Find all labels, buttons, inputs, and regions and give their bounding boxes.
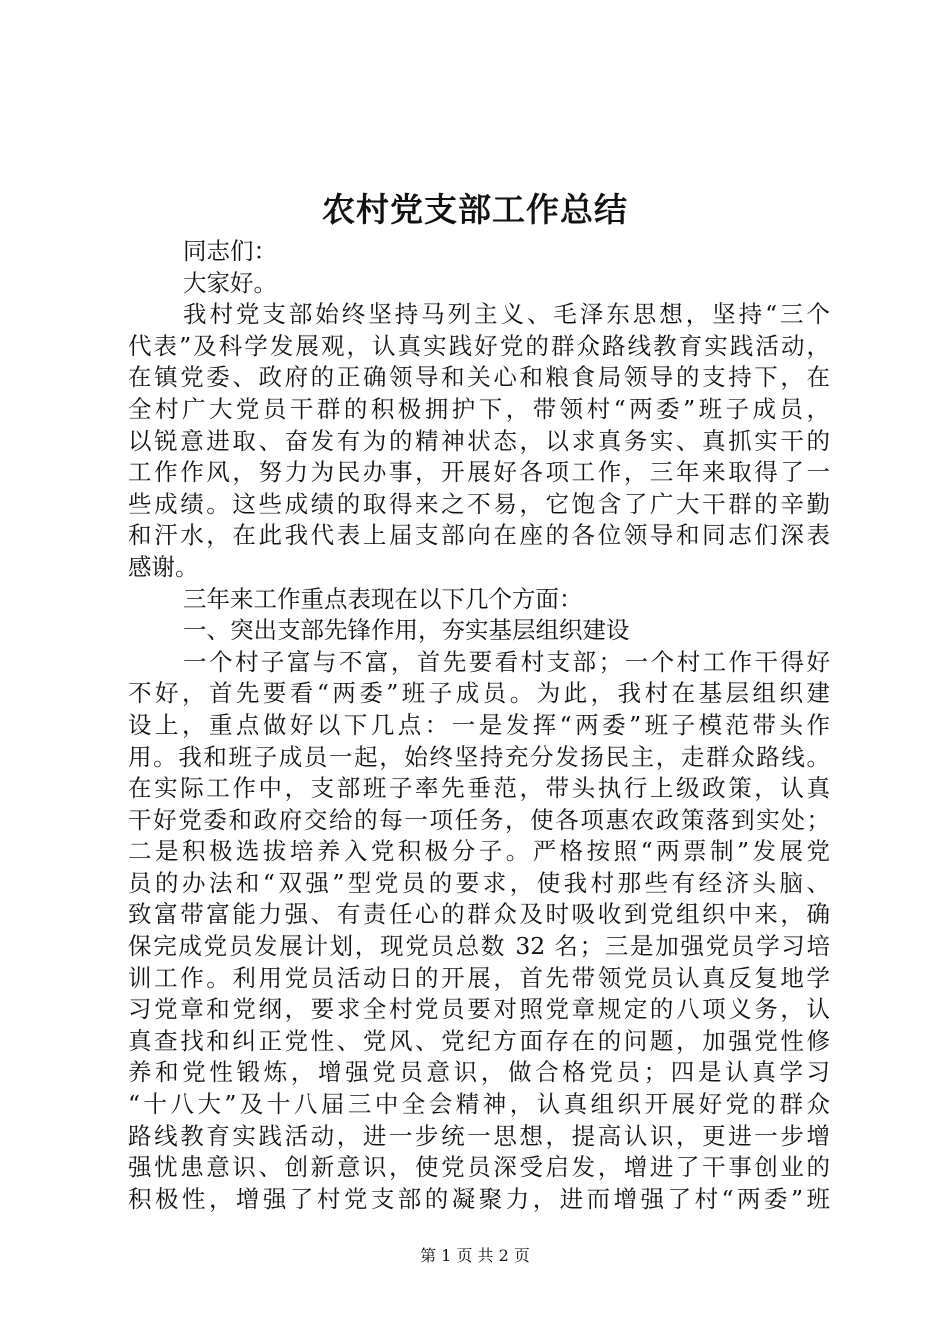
text-line: 在实际工作中，支部班子率先垂范，带头执行上级政策，认真 bbox=[128, 774, 830, 803]
text-line: 致富带富能力强、有责任心的群众及时吸收到党组织中来，确 bbox=[128, 900, 830, 929]
text-line: 同志们： bbox=[183, 237, 277, 265]
text-line: 在镇党委、政府的正确领导和关心和粮食局领导的支持下，在 bbox=[128, 363, 830, 392]
text-line: 设上，重点做好以下几点：一是发挥“两委”班子模范带头作 bbox=[128, 710, 830, 739]
text-line: 员的办法和“双强”型党员的要求，使我村那些有经济头脑、 bbox=[128, 868, 830, 897]
document-body bbox=[128, 236, 830, 1215]
text-line: 和汗水，在此我代表上届支部向在座的各位领导和同志们深表 bbox=[128, 521, 830, 550]
document-title: 农村党支部工作总结 bbox=[322, 190, 628, 229]
text-line: 二是积极选拔培养入党积极分子。严格按照“两票制”发展党 bbox=[128, 837, 830, 866]
text-line: 全村广大党员干群的积极拥护下，带领村“两委”班子成员， bbox=[128, 394, 830, 423]
text-line: 积极性，增强了村党支部的凝聚力，进而增强了村“两委”班 bbox=[128, 1184, 830, 1213]
text-line: 训工作。利用党员活动日的开展，首先带领党员认真反复地学 bbox=[128, 963, 830, 992]
text-line: 感谢。 bbox=[128, 552, 199, 581]
text-line: “十八大”及十八届三中全会精神，认真组织开展好党的群众 bbox=[128, 1090, 830, 1119]
text-line: 以锐意进取、奋发有为的精神状态，以求真务实、真抓实干的 bbox=[128, 426, 830, 455]
text-line: 大家好。 bbox=[183, 268, 277, 297]
text-line: 些成绩。这些成绩的取得来之不易，它饱含了广大干群的辛勤 bbox=[128, 489, 830, 518]
text-line: 干好党委和政府交给的每一项任务，使各项惠农政策落到实处； bbox=[128, 805, 830, 834]
text-line: 不好，首先要看“两委”班子成员。为此，我村在基层组织建 bbox=[128, 679, 830, 708]
text-line: 强忧患意识、创新意识，使党员深受启发，增进了干事创业的 bbox=[128, 1153, 830, 1182]
section-heading: 一、突出支部先锋作用，夯实基层组织建设 bbox=[183, 616, 630, 645]
text-line: 我村党支部始终坚持马列主义、毛泽东思想，坚持“三个 bbox=[183, 300, 830, 329]
text-line: 用。我和班子成员一起，始终坚持充分发扬民主，走群众路线。 bbox=[128, 742, 830, 771]
text-line: 三年来工作重点表现在以下几个方面： bbox=[183, 584, 583, 613]
text-line: 路线教育实践活动，进一步统一思想，提高认识，更进一步增 bbox=[128, 1121, 830, 1150]
page-number-footer: 第 1 页 共 2 页 bbox=[420, 1246, 530, 1265]
text-line: 一个村子富与不富，首先要看村支部；一个村工作干得好 bbox=[183, 647, 830, 676]
text-line: 习党章和党纲，要求全村党员要对照党章规定的八项义务，认 bbox=[128, 995, 830, 1024]
text-line: 真查找和纠正党性、党风、党纪方面存在的问题，加强党性修 bbox=[128, 1026, 830, 1055]
text-line: 工作作风，努力为民办事，开展好各项工作，三年来取得了一 bbox=[128, 458, 830, 487]
text-line: 养和党性锻炼，增强党员意识，做合格党员；四是认真学习 bbox=[128, 1058, 830, 1087]
text-line: 保完成党员发展计划，现党员总数 32 名；三是加强党员学习培 bbox=[128, 932, 830, 961]
text-line: 代表”及科学发展观，认真实践好党的群众路线教育实践活动， bbox=[128, 331, 830, 360]
